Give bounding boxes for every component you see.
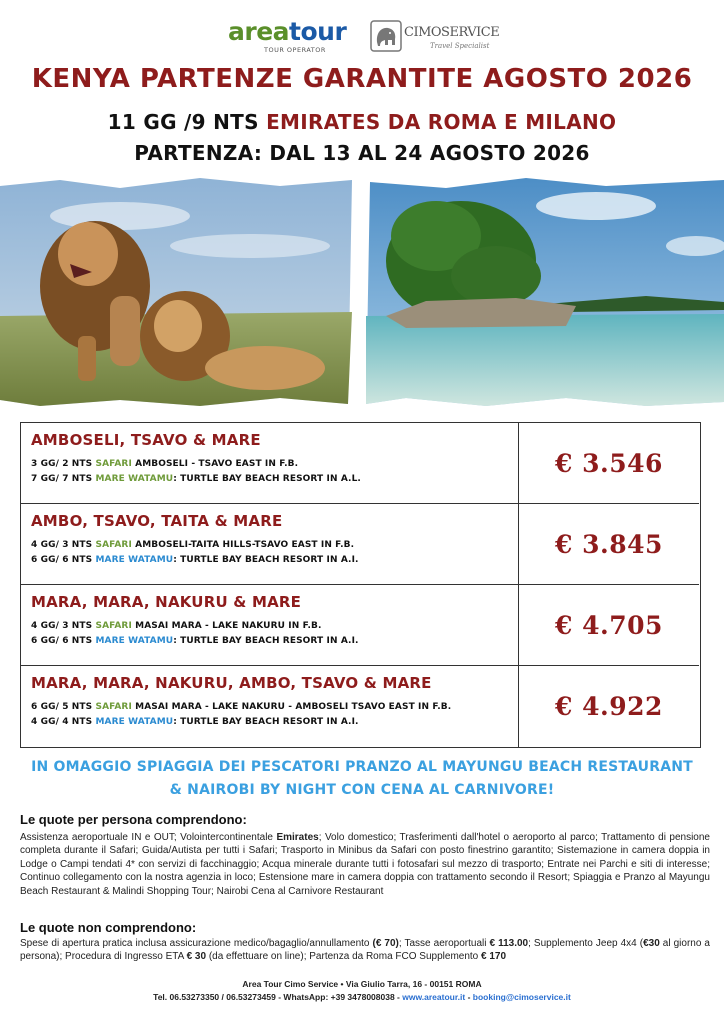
gift-banner	[0, 756, 724, 802]
package-details	[21, 423, 519, 503]
package-row-1	[21, 423, 699, 504]
departure-dates: PARTENZA: DAL 13 AL 24 AGOSTO 2026	[134, 141, 590, 165]
package-row-4	[21, 666, 699, 747]
excluded-heading: Le quote non comprendono:	[20, 920, 197, 935]
cimoservice-logo-sub: Travel Specialist	[430, 42, 490, 50]
excluded-text: Spese di apertura pratica inclusa assicurazione medico/bagaglio/annullamento (€ 70); Tasse aeroportuali € 113.00; Supplemento Jeep 4x4 (€30 al giorno a persona); Procedura di Ingresso ETA € 30 (da effettuare on line); Partenza da Roma FCO Supplemento € 170	[20, 938, 710, 963]
package-price: € 4.922	[555, 692, 663, 721]
areatour-logo-tour: tour	[289, 17, 347, 46]
package-details	[21, 504, 519, 584]
included-heading: Le quote per persona comprendono:	[20, 812, 247, 827]
footer-phones: Tel. 06.53273350 / 06.53273459 - WhatsApp: +39 3478008038 -	[153, 992, 403, 1002]
footer-contacts: Tel. 06.53273350 / 06.53273459 - WhatsApp: +39 3478008038 - www.areatour.it - booking@cimoservice.it	[153, 992, 571, 1002]
package-price: € 4.705	[555, 610, 663, 640]
gift-line-2: & NAIROBI BY NIGHT CON CENA AL CARNIVORE!	[169, 782, 555, 798]
package-row-2	[21, 504, 699, 585]
package-details	[21, 666, 519, 747]
package-itinerary-line: 4 GG/ 3 NTS SAFARI AMBOSELI-TAITA HILLS-TSAVO EAST IN F.B.	[31, 540, 355, 550]
package-itinerary-line: 4 GG/ 4 NTS MARE WATAMU: TURTLE BAY BEACH RESORT IN A.I.	[31, 717, 359, 727]
packages-table	[20, 422, 701, 748]
areatour-logo-sub: TOUR OPERATOR	[264, 46, 326, 54]
gift-line-1: IN OMAGGIO SPIAGGIA DEI PESCATORI PRANZO AL MAYUNGU BEACH RESTAURANT	[31, 759, 693, 775]
beach-photo	[366, 176, 724, 408]
subtitle-duration: 11 GG /9 NTS	[107, 110, 267, 134]
footer-address: Area Tour Cimo Service • Via Giulio Tarra, 16 - 00151 ROMA	[242, 979, 482, 989]
cimoservice-logo	[370, 20, 500, 54]
subtitle-airline: EMIRATES DA ROMA E MILANO	[266, 110, 617, 134]
package-itinerary-line: 7 GG/ 7 NTS MARE WATAMU: TURTLE BAY BEACH RESORT IN A.L.	[31, 474, 361, 484]
package-price: € 3.845	[555, 529, 663, 559]
package-itinerary-line: 3 GG/ 2 NTS SAFARI AMBOSELI - TSAVO EAST IN F.B.	[31, 459, 299, 469]
package-name: AMBO, TSAVO, TAITA & MARE	[31, 512, 283, 530]
package-price: € 3.546	[555, 448, 663, 478]
lions-photo	[0, 176, 352, 408]
package-details	[21, 585, 519, 665]
package-itinerary-line: 4 GG/ 3 NTS SAFARI MASAI MARA - LAKE NAKURU IN F.B.	[31, 621, 322, 631]
email-link[interactable]: booking@cimoservice.it	[472, 992, 571, 1002]
cimoservice-logo-name: CIMOSERVICE	[404, 25, 500, 40]
elephant-icon	[370, 20, 402, 52]
package-name: AMBOSELI, TSAVO & MARE	[31, 431, 261, 449]
website-link[interactable]: www.areatour.it	[402, 992, 466, 1002]
areatour-logo	[228, 18, 358, 58]
page-title: KENYA PARTENZE GARANTITE AGOSTO 2026	[31, 64, 693, 94]
package-itinerary-line: 6 GG/ 5 NTS SAFARI MASAI MARA - LAKE NAKURU - AMBOSELI TSAVO EAST IN F.B.	[31, 702, 452, 712]
logo-bar	[0, 18, 724, 58]
included-text: Assistenza aeroportuale IN e OUT; Volointercontinentale Emirates; Volo domestico; Trasferimenti dall'hotel o aeroporto al parco; Trattamento di pensione completa durante il Safari; Guida/Autista per tutti i Safari; Trasporto in Minibus da Safari con posto finestrino garantito; Sistemazione in camera doppia in Lodge o Campi tendati 4* con servizi di facchinaggio; Acqua minerale durante tutti i fotosafari sul mezzo di trasporto; Entrate nei Parchi e siti di interesse; Continuo collegamento con la nostra agenzia in loco; Estensione mare in camera doppia con trattamento secondo il Resort; Spiaggia e Pranzo al Mayungu Beach Restaurant & Malindi Shopping Tour; Nairobi Cena al Carnivore Restaurant	[20, 832, 710, 897]
areatour-logo-area: area	[228, 17, 290, 46]
package-row-3	[21, 585, 699, 666]
package-name: MARA, MARA, NAKURU & MARE	[31, 593, 302, 611]
package-itinerary-line: 6 GG/ 6 NTS MARE WATAMU: TURTLE BAY BEACH RESORT IN A.I.	[31, 555, 359, 565]
package-itinerary-line: 6 GG/ 6 NTS MARE WATAMU: TURTLE BAY BEACH RESORT IN A.I.	[31, 636, 359, 646]
package-name: MARA, MARA, NAKURU, AMBO, TSAVO & MARE	[31, 674, 432, 692]
trip-subtitle	[0, 110, 724, 134]
